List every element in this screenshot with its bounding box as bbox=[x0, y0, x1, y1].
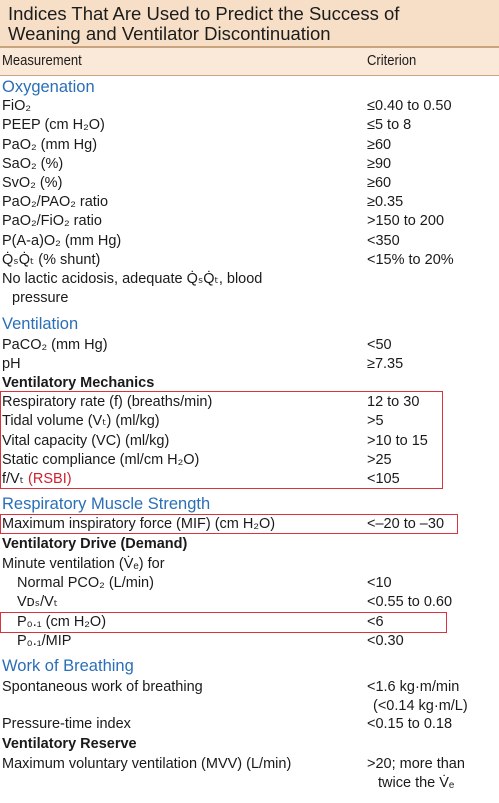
row-criterion: <6 bbox=[367, 614, 384, 630]
row-criterion: <350 bbox=[367, 233, 400, 249]
section-ventilation: Ventilation bbox=[2, 315, 79, 333]
row-label: FiO₂ bbox=[2, 98, 31, 114]
row-label: PEEP (cm H₂O) bbox=[2, 117, 105, 133]
row-label: Maximum inspiratory force (MIF) (cm H₂O) bbox=[2, 516, 276, 532]
column-header-row bbox=[0, 48, 499, 76]
row-label: Maximum voluntary ventilation (MVV) (L/min) bbox=[2, 756, 292, 772]
row-criterion: ≥90 bbox=[367, 156, 392, 172]
row-criterion: <10 bbox=[367, 575, 392, 591]
table-title bbox=[0, 0, 499, 48]
row-label: SaO₂ (%) bbox=[2, 156, 64, 172]
row-criterion: <0.15 to 0.18 bbox=[367, 716, 453, 732]
row-criterion-continued: (<0.14 kg·m/L) bbox=[373, 698, 468, 714]
row-criterion: >20; more than bbox=[367, 756, 465, 772]
row-criterion: 12 to 30 bbox=[367, 394, 420, 410]
row-criterion: <0.30 bbox=[367, 633, 404, 649]
row-criterion: >150 to 200 bbox=[367, 213, 445, 229]
row-label: P(A-a)O₂ (mm Hg) bbox=[2, 233, 122, 249]
row-criterion: >25 bbox=[367, 452, 392, 468]
row-label: Static compliance (ml/cm H₂O) bbox=[2, 452, 200, 468]
row-label: PaCO₂ (mm Hg) bbox=[2, 337, 108, 353]
row-label: Pressure-time index bbox=[2, 716, 131, 732]
row-label: P₀.₁/MIP bbox=[17, 633, 72, 649]
oxygenation-note-line-1: No lactic acidosis, adequate Q̇ₛQ̇ₜ, blood bbox=[2, 271, 263, 287]
fvt-label: f/Vₜ bbox=[2, 471, 25, 487]
row-label: Spontaneous work of breathing bbox=[2, 679, 203, 695]
title-line-2: Weaning and Ventilator Discontinuation bbox=[8, 23, 331, 44]
row-criterion: >10 to 15 bbox=[367, 433, 428, 449]
row-label: Vᴅₛ/Vₜ bbox=[17, 594, 59, 610]
minute-ventilation-label: Minute ventilation (V̇ₑ) for bbox=[2, 556, 165, 572]
row-criterion: ≤0.40 to 0.50 bbox=[367, 98, 452, 114]
row-label: pH bbox=[2, 356, 21, 372]
row-label: Tidal volume (Vₜ) (ml/kg) bbox=[2, 413, 160, 429]
row-label: Vital capacity (VC) (ml/kg) bbox=[2, 433, 170, 449]
subheading-ventilatory-drive: Ventilatory Drive (Demand) bbox=[2, 536, 188, 552]
subheading-ventilatory-reserve: Ventilatory Reserve bbox=[2, 736, 137, 752]
row-criterion: ≥60 bbox=[367, 175, 392, 191]
subheading-ventilatory-mechanics: Ventilatory Mechanics bbox=[2, 375, 155, 391]
row-label: SvO₂ (%) bbox=[2, 175, 63, 191]
row-criterion: ≥60 bbox=[367, 137, 392, 153]
row-criterion: <0.55 to 0.60 bbox=[367, 594, 453, 610]
oxygenation-note-line-2: pressure bbox=[12, 290, 69, 306]
row-criterion: <50 bbox=[367, 337, 392, 353]
section-oxygenation: Oxygenation bbox=[2, 78, 95, 96]
title-line-1: Indices That Are Used to Predict the Success of bbox=[8, 3, 400, 24]
row-criterion: >5 bbox=[367, 413, 384, 429]
header-measurement: Measurement bbox=[2, 53, 82, 69]
row-label: P₀.₁ (cm H₂O) bbox=[17, 614, 107, 630]
row-criterion: <–20 to –30 bbox=[367, 516, 445, 532]
row-label: PaO₂ (mm Hg) bbox=[2, 137, 98, 153]
row-criterion: ≥7.35 bbox=[367, 356, 404, 372]
row-criterion: <1.6 kg·m/min bbox=[367, 679, 460, 695]
row-criterion: ≤5 to 8 bbox=[367, 117, 412, 133]
header-criterion: Criterion bbox=[367, 53, 417, 69]
row-criterion: <105 bbox=[367, 471, 400, 487]
rsbi-label: (RSBI) bbox=[28, 471, 72, 487]
row-criterion: <15% to 20% bbox=[367, 252, 454, 268]
section-work-of-breathing: Work of Breathing bbox=[2, 657, 134, 675]
row-label: PaO₂/PAO₂ ratio bbox=[2, 194, 109, 210]
section-respiratory-muscle-strength: Respiratory Muscle Strength bbox=[2, 495, 211, 513]
row-label: Normal PCO₂ (L/min) bbox=[17, 575, 154, 591]
row-label: Q̇ₛQ̇ₜ (% shunt) bbox=[2, 252, 101, 268]
row-label-fvt bbox=[2, 471, 72, 488]
row-label: PaO₂/FiO₂ ratio bbox=[2, 213, 102, 229]
row-criterion: ≥0.35 bbox=[367, 194, 404, 210]
row-label: Respiratory rate (f) (breaths/min) bbox=[2, 394, 213, 410]
row-criterion-continued: twice the V̇ₑ bbox=[378, 775, 455, 791]
